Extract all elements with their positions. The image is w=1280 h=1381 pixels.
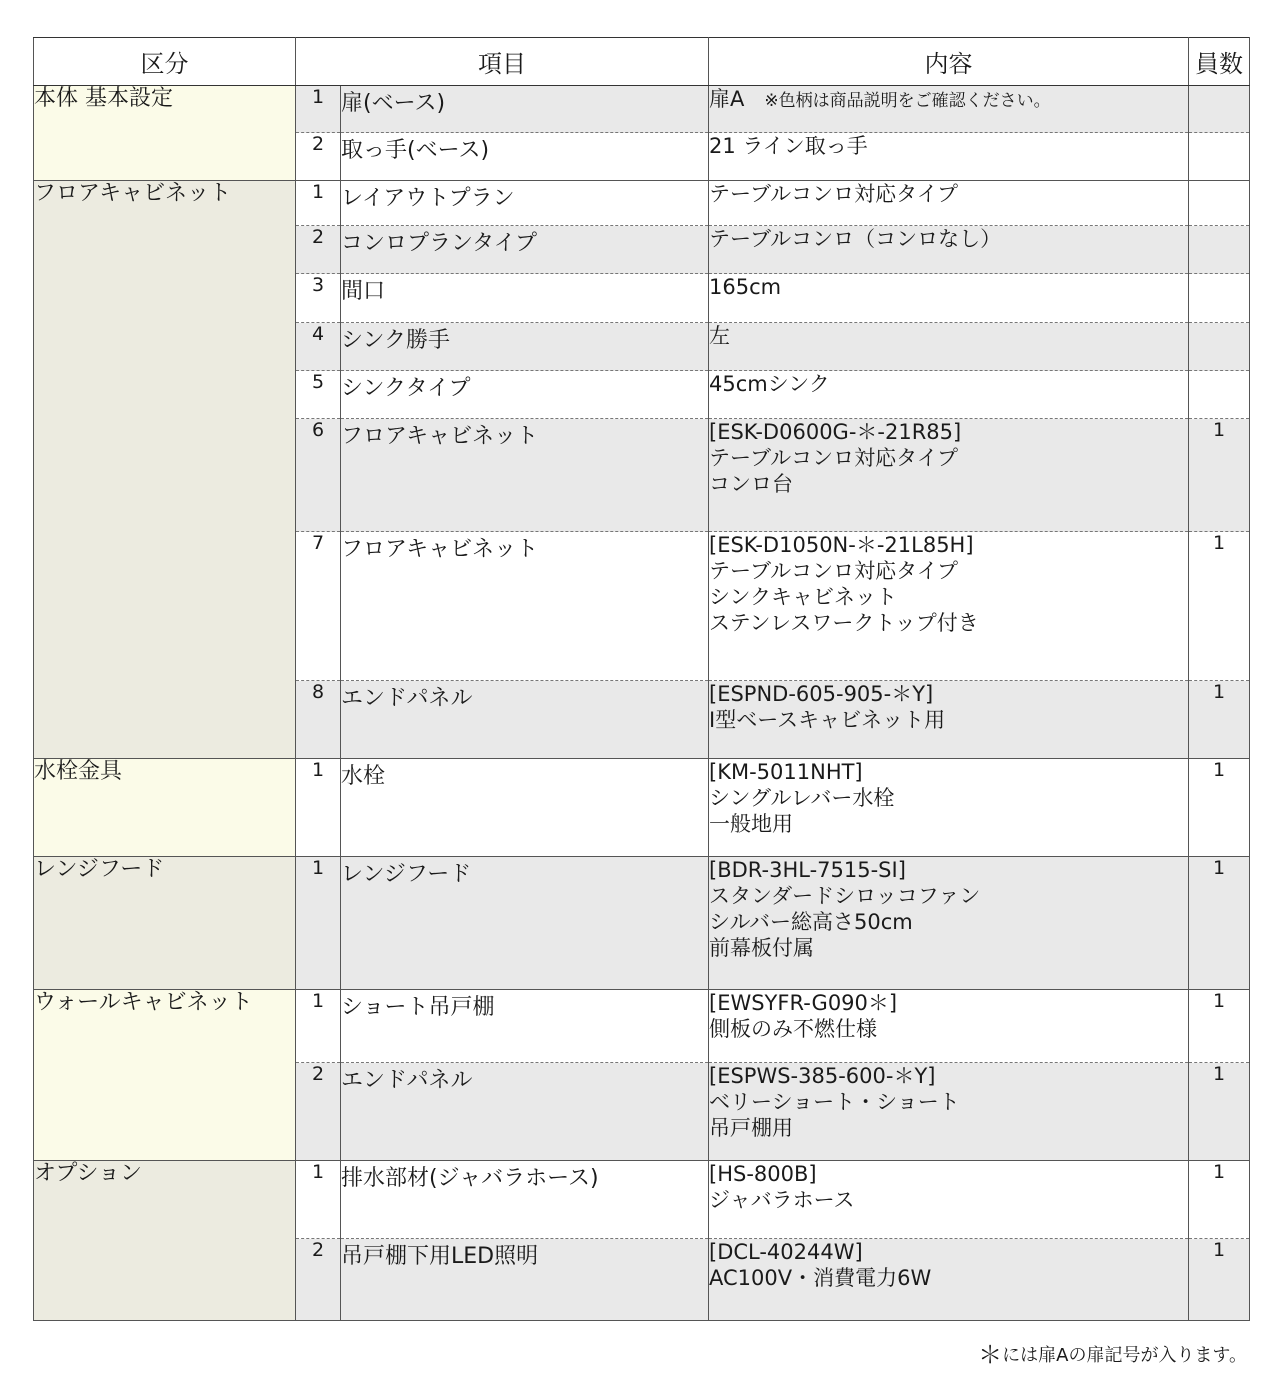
item-name: フロアキャビネット	[341, 419, 709, 532]
item-name: コンロプランタイプ	[341, 226, 709, 274]
quantity	[1189, 181, 1250, 226]
table-row	[34, 857, 1250, 990]
content-line: シンクキャビネット	[709, 585, 898, 609]
quantity	[1189, 133, 1250, 181]
content-cell	[709, 1063, 1189, 1161]
quantity	[1189, 86, 1250, 133]
category-cell: 本体 基本設定	[34, 86, 296, 181]
content-line: [EWSYFR-G090＊]	[709, 991, 898, 1015]
content-line: シングルレバー水栓	[709, 786, 895, 810]
item-name: エンドパネル	[341, 681, 709, 759]
content-line: [KM-5011NHT]	[709, 760, 863, 784]
quantity: 1	[1189, 1239, 1250, 1321]
row-number: 1	[296, 86, 341, 133]
item-name: 水栓	[341, 759, 709, 857]
content-line: ジャバラホース	[709, 1188, 855, 1212]
row-number: 5	[296, 371, 341, 419]
quantity: 1	[1189, 857, 1250, 990]
table-row	[34, 86, 1250, 133]
row-number: 2	[296, 226, 341, 274]
content-line: テーブルコンロ対応タイプ	[709, 446, 959, 470]
content-line: I型ベースキャビネット用	[709, 708, 946, 732]
content-cell	[709, 1239, 1189, 1321]
row-number: 4	[296, 323, 341, 371]
content-cell	[709, 181, 1189, 226]
row-number: 6	[296, 419, 341, 532]
content-line: 前幕板付属	[709, 936, 814, 960]
header-row	[34, 38, 1250, 86]
content-line: スタンダードシロッコファン	[709, 884, 981, 908]
row-number: 8	[296, 681, 341, 759]
footnote	[978, 1335, 1247, 1370]
content-line: [ESPWS-385-600-＊Y]	[709, 1064, 936, 1088]
content-line: ベリーショート・ショート	[709, 1090, 960, 1114]
item-name: ショート吊戸棚	[341, 990, 709, 1063]
item-name: フロアキャビネット	[341, 532, 709, 681]
row-number: 2	[296, 1063, 341, 1161]
content-line: [BDR-3HL-7515-SI]	[709, 858, 906, 882]
content-cell	[709, 419, 1189, 532]
category-cell: レンジフード	[34, 857, 296, 990]
content-line: AC100V・消費電力6W	[709, 1266, 932, 1290]
row-number: 1	[296, 990, 341, 1063]
row-number: 2	[296, 1239, 341, 1321]
content-line: テーブルコンロ対応タイプ	[709, 182, 959, 206]
content-cell	[709, 86, 1189, 133]
item-name: 排水部材(ジャバラホース)	[341, 1161, 709, 1239]
row-number: 1	[296, 181, 341, 226]
quantity	[1189, 274, 1250, 323]
quantity: 1	[1189, 1063, 1250, 1161]
quantity: 1	[1189, 1161, 1250, 1239]
item-name: シンク勝手	[341, 323, 709, 371]
content-line: [ESPND-605-905-＊Y]	[709, 682, 934, 706]
row-number: 1	[296, 759, 341, 857]
content-line: [ESK-D1050N-＊-21L85H]	[709, 533, 974, 557]
content-line	[709, 86, 1188, 114]
header-item: 項目	[296, 38, 709, 86]
content-line: テーブルコンロ（コンロなし）	[709, 227, 1002, 251]
content-cell	[709, 274, 1189, 323]
content-line: シルバー総高さ50cm	[709, 910, 913, 934]
content-cell	[709, 1161, 1189, 1239]
content-cell	[709, 857, 1189, 990]
table-row	[34, 990, 1250, 1063]
quantity: 1	[1189, 532, 1250, 681]
row-number: 1	[296, 857, 341, 990]
item-name: エンドパネル	[341, 1063, 709, 1161]
content-cell	[709, 323, 1189, 371]
row-number: 7	[296, 532, 341, 681]
table-row	[34, 759, 1250, 857]
item-name: シンクタイプ	[341, 371, 709, 419]
quantity: 1	[1189, 419, 1250, 532]
content-line: 45cmシンク	[709, 372, 830, 396]
footnote-mark: ＊	[978, 1341, 1003, 1369]
table-row	[34, 1161, 1250, 1239]
category-cell: オプション	[34, 1161, 296, 1321]
category-cell: 水栓金具	[34, 759, 296, 857]
content-cell	[709, 371, 1189, 419]
header-content: 内容	[709, 38, 1189, 86]
item-name: レンジフード	[341, 857, 709, 990]
content-line: コンロ台	[709, 472, 793, 496]
content-cell	[709, 532, 1189, 681]
content-line: [ESK-D0600G-＊-21R85]	[709, 420, 962, 444]
header-category: 区分	[34, 38, 296, 86]
content-line: 吊戸棚用	[709, 1116, 793, 1140]
content-line: [HS-800B]	[709, 1162, 817, 1186]
content-line: 21 ライン取っ手	[709, 134, 868, 158]
quantity: 1	[1189, 681, 1250, 759]
row-number: 3	[296, 274, 341, 323]
content-line: 側板のみ不燃仕様	[709, 1017, 877, 1041]
quantity	[1189, 371, 1250, 419]
spec-table	[33, 37, 1250, 1321]
content-line: ステンレスワークトップ付き	[709, 611, 979, 635]
quantity	[1189, 323, 1250, 371]
content-line: 一般地用	[709, 812, 793, 836]
row-number: 2	[296, 133, 341, 181]
footnote-text: には扉Aの扉記号が入ります。	[1002, 1345, 1247, 1366]
quantity: 1	[1189, 759, 1250, 857]
quantity	[1189, 226, 1250, 274]
header-qty: 員数	[1189, 38, 1250, 86]
content-cell	[709, 990, 1189, 1063]
content-cell	[709, 133, 1189, 181]
content-note: ※色柄は商品説明をご確認ください。	[764, 91, 1051, 111]
content-cell	[709, 681, 1189, 759]
content-line: テーブルコンロ対応タイプ	[709, 559, 959, 583]
item-name: 取っ手(ベース)	[341, 133, 709, 181]
category-cell: ウォールキャビネット	[34, 990, 296, 1161]
table-row	[34, 181, 1250, 226]
item-name: 吊戸棚下用LED照明	[341, 1239, 709, 1321]
quantity: 1	[1189, 990, 1250, 1063]
content-line: [DCL-40244W]	[709, 1240, 863, 1264]
item-name: 扉(ベース)	[341, 86, 709, 133]
item-name: レイアウトプラン	[341, 181, 709, 226]
item-name: 間口	[341, 274, 709, 323]
content-line: 左	[709, 324, 730, 348]
row-number: 1	[296, 1161, 341, 1239]
content-cell	[709, 759, 1189, 857]
content-line: 165cm	[709, 275, 782, 299]
category-cell: フロアキャビネット	[34, 181, 296, 759]
content-cell	[709, 226, 1189, 274]
content-value: 扉A	[709, 87, 745, 111]
